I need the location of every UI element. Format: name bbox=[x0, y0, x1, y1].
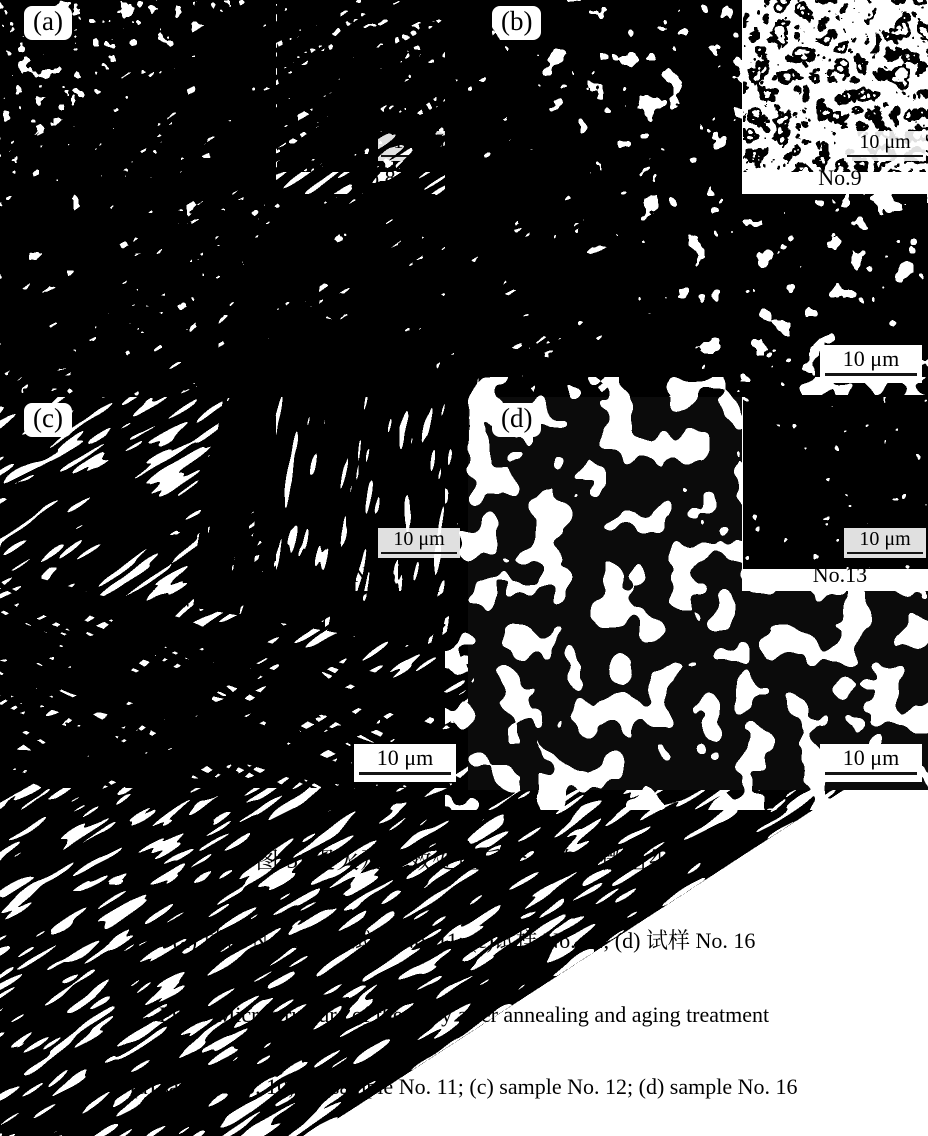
scale-bar-line bbox=[847, 552, 923, 554]
scale-bar-label: 10 μm bbox=[842, 345, 900, 371]
scale-bar-line bbox=[381, 552, 457, 554]
micrograph-panel-d bbox=[468, 397, 928, 790]
inset-caption-b: No.9 bbox=[818, 165, 862, 190]
panel-label-a: (a) bbox=[24, 6, 72, 40]
scale-bar-label: 10 μm bbox=[842, 744, 900, 770]
panel-label-d: (d) bbox=[492, 403, 541, 437]
inset-caption-d: No.13 bbox=[812, 562, 868, 587]
scale-bar-inset-b bbox=[844, 131, 926, 161]
scale-bar-label: 10 μm bbox=[859, 131, 911, 153]
scale-bar-line bbox=[847, 155, 923, 157]
inset-texture-c bbox=[286, 403, 462, 561]
scale-bar-b bbox=[820, 345, 922, 383]
inset-b bbox=[742, 0, 928, 194]
scale-bar-line bbox=[825, 373, 917, 376]
inset-texture-d bbox=[752, 403, 928, 561]
caption-subtitle-en: (a) sample No. 10; (b) sample No. 11; (c) sample No. 12; (d) sample No. 16 bbox=[130, 1074, 798, 1099]
panel-label-b: (b) bbox=[492, 6, 541, 40]
scale-bar-label: 10 μm bbox=[376, 744, 434, 770]
scale-bar-inset-d bbox=[844, 528, 926, 558]
scale-bar-d bbox=[820, 744, 922, 782]
micrograph-panel-c bbox=[0, 397, 462, 790]
caption-title-en: Fig.5 Microstructure of the alloy after annealing and aging treatment bbox=[158, 1002, 770, 1027]
scale-bar-line bbox=[359, 772, 451, 775]
scale-bar-inset-c bbox=[378, 528, 460, 558]
scale-bar-line bbox=[825, 772, 917, 775]
inset-c bbox=[276, 397, 462, 591]
caption-title-zh: 图 5 退火及时效处理后合金的显微组织 bbox=[255, 848, 673, 873]
scale-bar-label: 10 μm bbox=[859, 528, 911, 550]
caption-subtitle-zh: (a) 试样 No. 10; (b)试样 No. 11; (c)试样 No. 12; (d) 试样 No. 16 bbox=[172, 928, 756, 953]
panel-label-c: (c) bbox=[24, 403, 72, 437]
inset-texture-b bbox=[752, 6, 928, 164]
scale-bar-label: 10 μm bbox=[393, 528, 445, 550]
figure-caption bbox=[0, 790, 928, 1136]
inset-d bbox=[742, 397, 928, 591]
scale-bar-c bbox=[354, 744, 456, 782]
